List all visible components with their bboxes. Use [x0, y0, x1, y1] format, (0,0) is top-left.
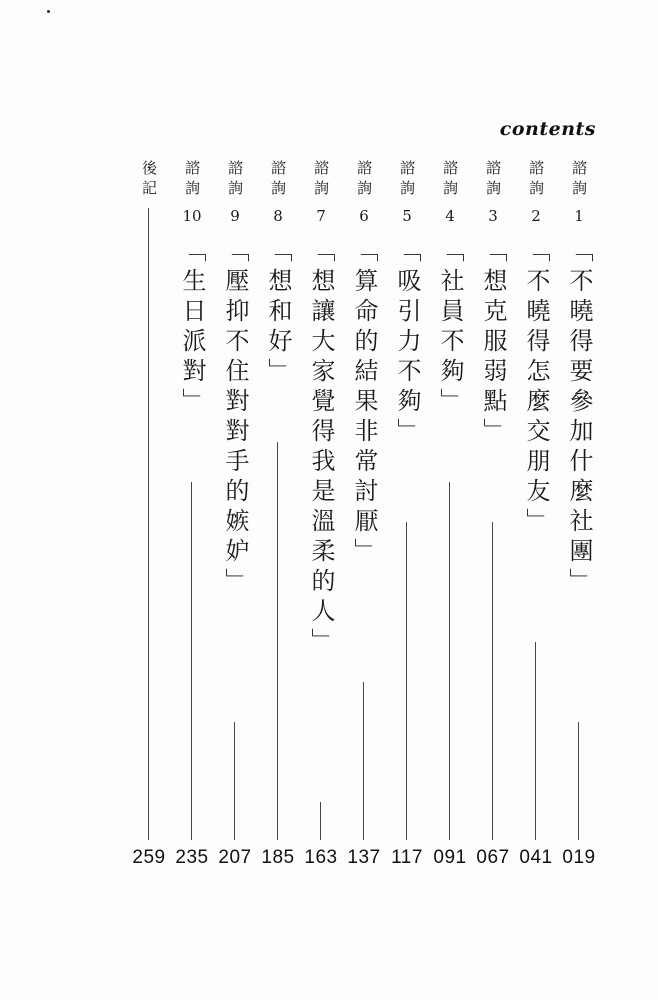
consultation-label: 諮詢 — [398, 160, 416, 200]
toc-entry[interactable] — [215, 160, 255, 980]
consultation-number: 6 — [359, 207, 369, 225]
consultation-label: 諮詢 — [441, 160, 459, 200]
page-number: 067 — [476, 847, 510, 868]
toc-entry[interactable] — [430, 160, 470, 980]
consultation-label: 諮詢 — [269, 160, 287, 200]
leader-rule — [449, 482, 450, 840]
consultation-number: 7 — [316, 207, 326, 225]
chapter-title: 「吸引力不夠」 — [393, 238, 421, 448]
page-number: 185 — [261, 847, 295, 868]
chapter-title: 「不曉得要參加什麼社團」 — [565, 238, 593, 598]
toc-entry[interactable] — [516, 160, 556, 980]
toc-entry[interactable] — [473, 160, 513, 980]
leader-rule — [363, 682, 364, 840]
consultation-number: 9 — [230, 207, 240, 225]
chapter-title: 「壓抑不住對對手的嫉妒」 — [221, 238, 249, 598]
consultation-label: 諮詢 — [226, 160, 244, 200]
chapter-title: 「想和好」 — [264, 238, 292, 388]
page-number: 091 — [433, 847, 467, 868]
page-number: 137 — [347, 847, 381, 868]
leader-rule — [191, 482, 192, 840]
page-number: 019 — [562, 847, 596, 868]
consultation-number: 5 — [402, 207, 412, 225]
consultation-label: 諮詢 — [312, 160, 330, 200]
leader-rule — [578, 722, 579, 840]
consultation-number: 10 — [182, 207, 202, 225]
toc-entry[interactable] — [387, 160, 427, 980]
toc-entry[interactable] — [301, 160, 341, 980]
leader-rule — [320, 802, 321, 840]
leader-rule — [535, 642, 536, 840]
toc-entry[interactable] — [172, 160, 212, 980]
consultation-number: 4 — [445, 207, 455, 225]
leader-rule — [492, 522, 493, 840]
leader-rule — [406, 522, 407, 840]
page-number: 259 — [132, 847, 166, 868]
consultation-label: 諮詢 — [484, 160, 502, 200]
chapter-title: 「算命的結果非常討厭」 — [350, 238, 378, 568]
page-number: 117 — [391, 847, 423, 868]
consultation-number: 8 — [273, 207, 283, 225]
toc-entry-afterword[interactable] — [129, 160, 169, 980]
toc-entry[interactable] — [344, 160, 384, 980]
afterword-label: 後記 — [140, 160, 158, 200]
page-number: 235 — [175, 847, 209, 868]
consultation-number: 3 — [488, 207, 498, 225]
consultation-label: 諮詢 — [527, 160, 545, 200]
chapter-title: 「想讓大家覺得我是溫柔的人」 — [307, 238, 335, 658]
leader-rule — [277, 442, 278, 840]
page-number: 207 — [218, 847, 252, 868]
page-number: 041 — [519, 847, 553, 868]
page-number: 163 — [304, 847, 338, 868]
contents-heading: contents — [499, 118, 596, 140]
leader-rule — [148, 208, 149, 840]
consultation-number: 1 — [574, 207, 584, 225]
toc-entry[interactable] — [559, 160, 599, 980]
consultation-label: 諮詢 — [183, 160, 201, 200]
chapter-title: 「生日派對」 — [178, 238, 206, 418]
consultation-number: 2 — [531, 207, 541, 225]
chapter-title: 「社員不夠」 — [436, 238, 464, 418]
consultation-label: 諮詢 — [355, 160, 373, 200]
page-speck — [47, 10, 50, 13]
chapter-title: 「不曉得怎麼交朋友」 — [522, 238, 550, 538]
toc-entry[interactable] — [258, 160, 298, 980]
consultation-label: 諮詢 — [570, 160, 588, 200]
leader-rule — [234, 722, 235, 840]
chapter-title: 「想克服弱點」 — [479, 238, 507, 448]
